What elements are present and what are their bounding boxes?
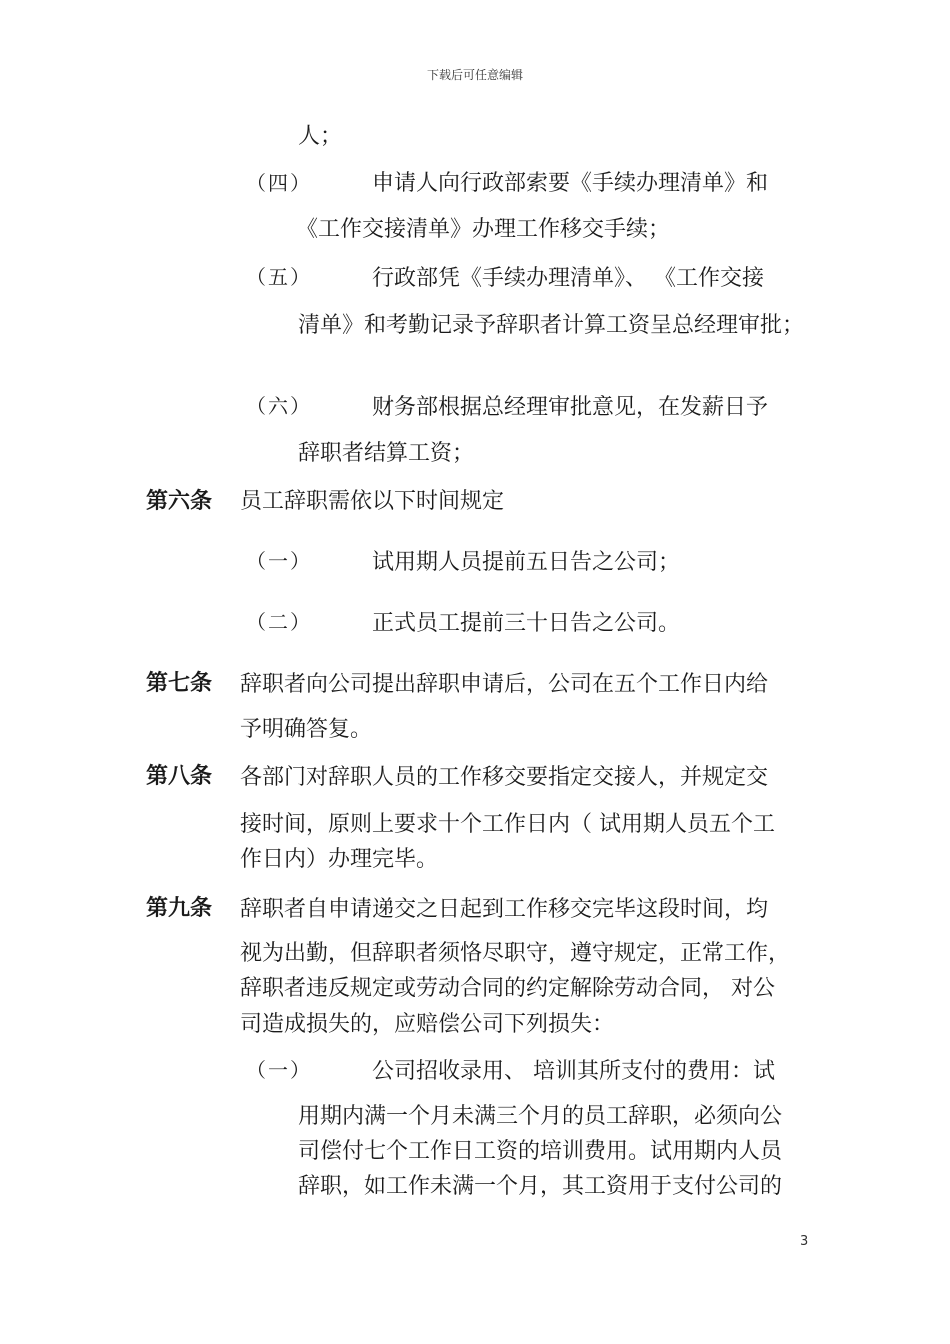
text-line: 予明确答复。 <box>240 717 373 742</box>
text-line: 行政部凭《手续办理清单》、 《工作交接 <box>372 266 764 291</box>
text-line: 公司招收录用、 培训其所支付的费用：试 <box>372 1059 775 1084</box>
text-line: 《工作交接清单》办理工作移交手续； <box>296 217 671 242</box>
list-marker: （六） <box>246 394 312 418</box>
text-line: 辞职者向公司提出辞职申请后，公司在五个工作日内给 <box>240 672 769 697</box>
text-line: 司偿付七个工作日工资的培训费用。试用期内人员 <box>298 1139 783 1164</box>
article-heading: 第七条 <box>146 670 213 696</box>
list-marker: （一） <box>246 1058 312 1082</box>
text-line: 各部门对辞职人员的工作移交要指定交接人，并规定交 <box>240 765 769 790</box>
list-marker: （二） <box>246 610 312 634</box>
text-line: 作日内）办理完毕。 <box>240 847 439 872</box>
page-number: 3 <box>800 1234 809 1249</box>
text-line: 员工辞职需依以下时间规定 <box>240 489 505 514</box>
list-marker: （五） <box>246 265 312 289</box>
page-header: 下载后可任意编辑 <box>426 68 523 82</box>
text-line: 申请人向行政部索要《手续办理清单》和 <box>372 171 769 196</box>
text-line: 人； <box>298 124 343 149</box>
article-heading: 第八条 <box>146 763 213 789</box>
text-line: 清单》和考勤记录予辞职者计算工资呈总经理审批； <box>298 313 805 338</box>
list-marker: （四） <box>246 171 312 195</box>
text-line: 财务部根据总经理审批意见，在发薪日予 <box>372 395 769 420</box>
text-line: 司造成损失的，应赔偿公司下列损失： <box>240 1012 615 1037</box>
text-line: 接时间，原则上要求十个工作日内（ 试用期人员五个工 <box>240 812 775 837</box>
text-line: 辞职者结算工资； <box>298 441 475 466</box>
article-heading: 第九条 <box>146 895 213 921</box>
text-line: 辞职者违反规定或劳动合同的约定解除劳动合同， 对公 <box>240 976 775 1001</box>
text-line: 试用期人员提前五日告之公司； <box>372 550 681 575</box>
text-line: 辞职，如工作未满一个月，其工资用于支付公司的 <box>298 1174 783 1199</box>
article-heading: 第六条 <box>146 488 213 514</box>
text-line: 用期内满一个月未满三个月的员工辞职，必须向公 <box>298 1104 783 1129</box>
text-line: 视为出勤，但辞职者须恪尽职守，遵守规定，正常工作， <box>240 941 791 966</box>
text-line: 辞职者自申请递交之日起到工作移交完毕这段时间，均 <box>240 897 769 922</box>
list-marker: （一） <box>246 549 312 573</box>
text-line: 正式员工提前三十日告之公司。 <box>372 611 681 636</box>
